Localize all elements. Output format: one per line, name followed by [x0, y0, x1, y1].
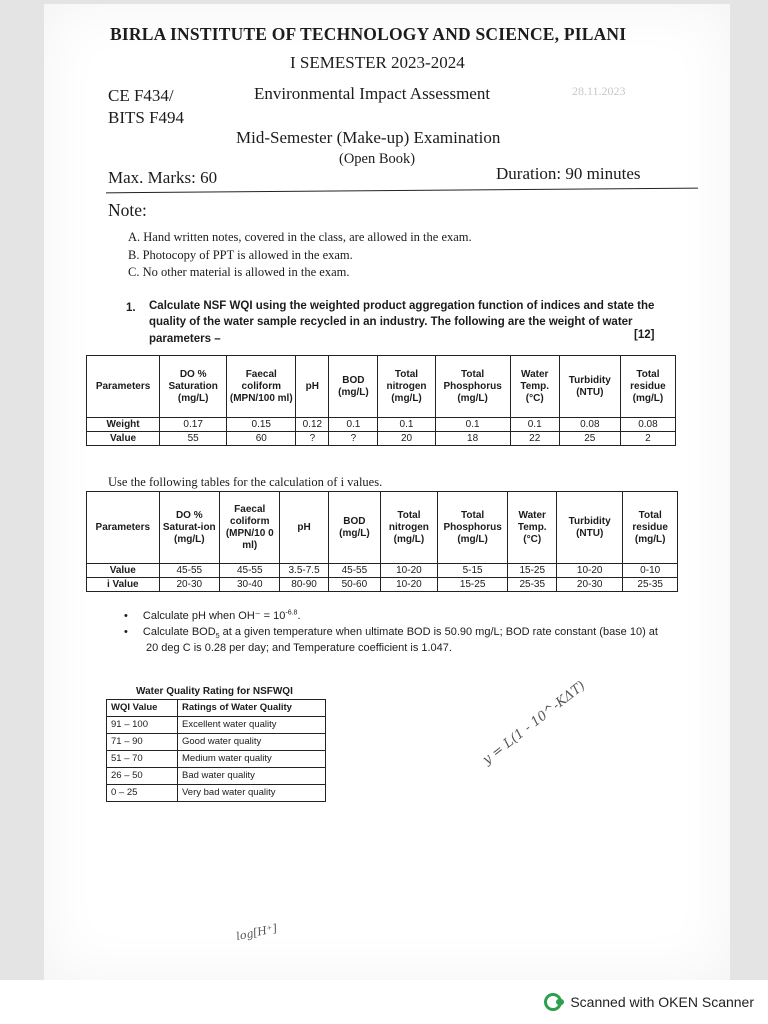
header-cell: Turbidity (NTU) — [557, 492, 623, 564]
bullet-ph-exponent: -6.8 — [285, 609, 298, 617]
table-cell: 45-55 — [328, 564, 380, 578]
table-cell: 30-40 — [220, 578, 280, 592]
course-code-1: CE F434/ — [108, 86, 174, 105]
header-cell: BOD (mg/L) — [328, 492, 380, 564]
table-cell: 0.08 — [620, 418, 675, 432]
table-cell: 0.1 — [378, 418, 435, 432]
header-cell: Total nitrogen (mg/L) — [381, 492, 438, 564]
row-label: i Value — [87, 578, 160, 592]
note-marker: B. — [128, 248, 140, 262]
table-cell: ? — [296, 432, 329, 446]
question-number: 1. — [126, 302, 136, 314]
wqi-rating: Medium water quality — [178, 751, 326, 768]
bullet-bod-text-a: Calculate BOD — [142, 626, 216, 638]
stamp-date: 28.11.2023 — [572, 84, 626, 98]
header-cell: Parameters — [87, 356, 160, 418]
table-cell: 45-55 — [159, 564, 219, 578]
table-cell: 22 — [510, 432, 559, 446]
header-cell: Water Temp. (°C) — [510, 356, 559, 418]
course-title: Environmental Impact Assessment — [254, 84, 491, 103]
note-marker: C. — [128, 265, 140, 279]
table-row — [87, 564, 678, 578]
note-item-c — [128, 265, 349, 280]
note-text: Hand written notes, covered in the class, are allowed in the exam. — [143, 230, 472, 244]
header-cell: Total residue (mg/L) — [623, 492, 678, 564]
table-cell: 5-15 — [437, 564, 508, 578]
note-marker: A. — [128, 230, 141, 244]
wqi-rating: Good water quality — [178, 734, 326, 751]
max-marks: Max. Marks: 60 — [108, 168, 218, 187]
weight-table — [86, 355, 676, 446]
table-cell: 15-25 — [508, 564, 557, 578]
header-cell: Faecal coliform (MPN/100 ml) — [227, 356, 296, 418]
wqi-range: 0 – 25 — [107, 785, 178, 802]
table-cell: 25 — [559, 432, 620, 446]
table-row — [87, 418, 676, 432]
table-cell: 55 — [160, 432, 227, 446]
header-cell: Turbidity (NTU) — [559, 356, 620, 418]
table-cell: 0.17 — [160, 418, 227, 432]
bullet-bod-subscript: 5 — [215, 633, 220, 641]
header-cell: Faecal coliform (MPN/10 0 ml) — [220, 492, 280, 564]
wqi-range: 71 – 90 — [107, 734, 178, 751]
wqi-rating: Bad water quality — [178, 768, 326, 785]
rating-table — [106, 699, 326, 802]
table-cell: 50-60 — [328, 578, 380, 592]
table-cell: 0.1 — [329, 418, 378, 432]
wqi-range: 51 – 70 — [107, 751, 178, 768]
bullet-dot: • — [124, 610, 128, 622]
institute-name: BIRLA INSTITUTE OF TECHNOLOGY AND SCIENCE, PILANI — [110, 24, 627, 44]
table-row — [107, 768, 326, 785]
header-cell: DO % Saturation (mg/L) — [160, 356, 227, 418]
exam-title: Mid-Semester (Make-up) Examination — [236, 128, 501, 147]
header-cell: pH — [280, 492, 328, 564]
table-row — [107, 785, 326, 802]
table-cell: 20 — [378, 432, 435, 446]
header-cell: Total residue (mg/L) — [620, 356, 675, 418]
use-following-text: Use the following tables for the calculation of i values. — [108, 475, 383, 489]
table-cell: 80-90 — [280, 578, 328, 592]
row-label: Value — [87, 564, 160, 578]
table-cell: 10-20 — [557, 564, 623, 578]
question-marks: [12] — [634, 329, 655, 341]
scanner-badge — [544, 993, 754, 1011]
question-line-2: quality of the water sample recycled in an industry. The following are the weight of water — [149, 316, 633, 328]
question-line-3: parameters – — [149, 333, 221, 345]
i-value-table — [86, 491, 678, 592]
table-cell: 0.08 — [559, 418, 620, 432]
table-cell: 0.1 — [435, 418, 510, 432]
wqi-range: 91 – 100 — [107, 717, 178, 734]
bullet-ph-end: . — [297, 610, 301, 622]
table-cell: 45-55 — [220, 564, 280, 578]
table-cell: 0.12 — [296, 418, 329, 432]
header-cell: Ratings of Water Quality — [178, 700, 326, 717]
note-item-a — [128, 230, 472, 245]
wqi-rating: Very bad water quality — [178, 785, 326, 802]
table-cell: 20-30 — [557, 578, 623, 592]
header-cell: Water Temp. (°C) — [508, 492, 557, 564]
semester-line: I SEMESTER 2023-2024 — [290, 53, 465, 72]
note-text: Photocopy of PPT is allowed in the exam. — [142, 248, 353, 262]
header-cell: BOD (mg/L) — [329, 356, 378, 418]
note-item-b — [128, 248, 353, 263]
duration: Duration: 90 minutes — [496, 164, 641, 183]
header-cell: Total nitrogen (mg/L) — [378, 356, 435, 418]
scanner-footer — [0, 980, 768, 1024]
bullet-ph-text: Calculate pH when OH⁻ = 10 — [142, 610, 286, 622]
table-cell: 0.15 — [227, 418, 296, 432]
table-cell: 20-30 — [159, 578, 219, 592]
rating-table-title: Water Quality Rating for NSFWQI — [136, 686, 293, 697]
table-cell: 25-35 — [623, 578, 678, 592]
handwritten-log-note: log[H⁺] — [235, 921, 279, 944]
wqi-range: 26 – 50 — [107, 768, 178, 785]
header-cell: WQI Value — [107, 700, 178, 717]
table-cell: 3.5-7.5 — [280, 564, 328, 578]
table-cell: 0.1 — [510, 418, 559, 432]
table-cell: ? — [329, 432, 378, 446]
bullet-dot: • — [124, 626, 128, 638]
table-cell: 15-25 — [437, 578, 508, 592]
bullet-bod — [124, 626, 658, 640]
table-cell: 0-10 — [623, 564, 678, 578]
table-row — [107, 717, 326, 734]
header-cell: Parameters — [87, 492, 160, 564]
course-code-2: BITS F494 — [108, 108, 185, 127]
bullet-bod-text-b: at a given temperature when ultimate BOD is 50.90 mg/L; BOD rate constant (base 10) at — [219, 626, 658, 638]
scanner-logo-icon — [544, 993, 562, 1011]
note-heading: Note: — [108, 200, 147, 220]
row-label: Weight — [87, 418, 160, 432]
exam-mode: (Open Book) — [339, 151, 416, 167]
table-row — [107, 751, 326, 768]
bullet-ph — [124, 609, 301, 622]
question-line-1: Calculate NSF WQI using the weighted product aggregation function of indices and state the — [149, 300, 655, 312]
scanner-text: Scanned with OKEN Scanner — [570, 994, 754, 1010]
table-header-row — [87, 356, 676, 418]
table-cell: 2 — [620, 432, 675, 446]
table-header-row — [87, 492, 678, 564]
header-cell: Total Phosphorus (mg/L) — [437, 492, 508, 564]
table-cell: 25-35 — [508, 578, 557, 592]
header-cell: Total Phosphorus (mg/L) — [435, 356, 510, 418]
table-cell: 10-20 — [381, 578, 438, 592]
table-cell: 60 — [227, 432, 296, 446]
table-cell: 10-20 — [381, 564, 438, 578]
header-cell: pH — [296, 356, 329, 418]
note-text: No other material is allowed in the exam. — [142, 265, 350, 279]
table-row — [87, 578, 678, 592]
table-header-row — [107, 700, 326, 717]
table-cell: 18 — [435, 432, 510, 446]
wqi-rating: Excellent water quality — [178, 717, 326, 734]
bullet-bod-line-2: 20 deg C is 0.28 per day; and Temperature coefficient is 1.047. — [146, 642, 452, 654]
header-divider — [106, 188, 698, 194]
header-cell: DO % Saturat-ion (mg/L) — [159, 492, 219, 564]
table-row — [87, 432, 676, 446]
exam-paper — [44, 4, 730, 980]
row-label: Value — [87, 432, 160, 446]
table-row — [107, 734, 326, 751]
handwritten-formula: y = L(1 - 10^-KΔT) — [480, 678, 589, 768]
